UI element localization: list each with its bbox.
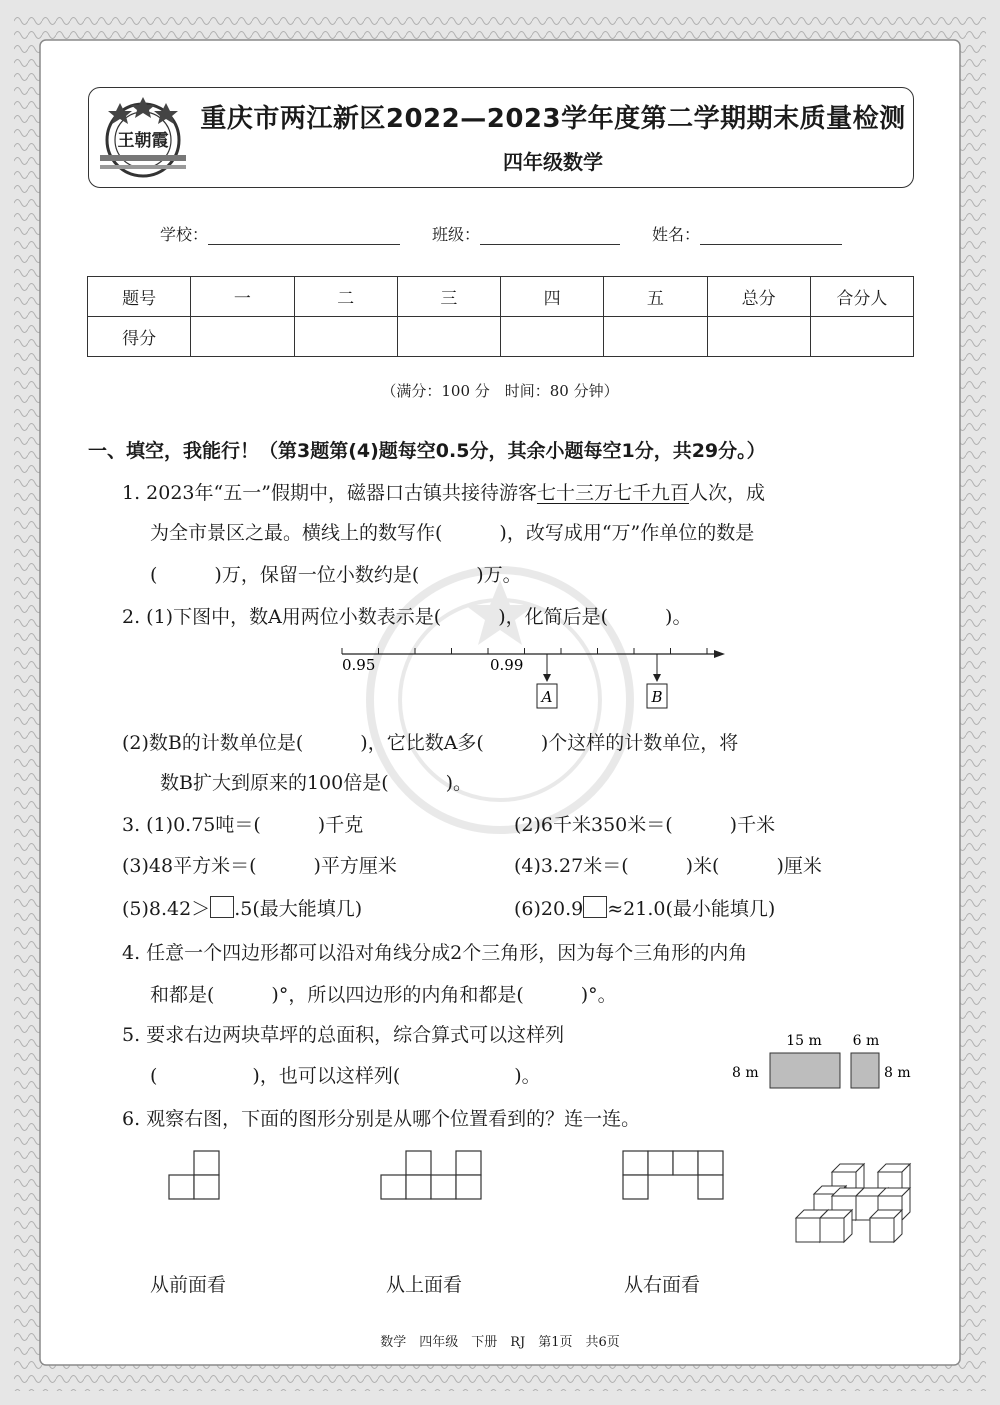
q5-line1: 5. 要求右边两块草坪的总面积，综合算式可以这样列 — [122, 1024, 565, 1046]
dim-6m: 6 m — [852, 1033, 880, 1049]
lawn-small-rect — [851, 1053, 879, 1088]
q2-line2: (2)数B的计数单位是( )，它比数A多( )个这样的计数单位，将 — [122, 732, 739, 754]
page-title: 重庆市两江新区2022—2023学年度第二学期期末质量检测 — [200, 104, 906, 134]
score-cell[interactable] — [397, 317, 500, 357]
number-line-figure — [330, 640, 730, 712]
score-header-cell: 合分人 — [810, 277, 913, 317]
score-cell[interactable] — [294, 317, 397, 357]
q4-line1: 4. 任意一个四边形都可以沿对角线分成2个三角形，因为每个三角形的内角 — [122, 942, 748, 964]
score-row — [88, 317, 914, 357]
section-heading: 一、填空，我能行！（第3题第(4)题每空0.5分，其余小题每空1分，共29分。） — [88, 440, 766, 462]
name-label: 姓名： — [652, 225, 701, 244]
q1-line3: ( )万，保留一位小数约是( )万。 — [150, 564, 522, 586]
publisher-logo — [98, 93, 188, 183]
q3-r3b-post: ≈21.0(最小能填几) — [607, 898, 776, 920]
score-header-cell: 总分 — [707, 277, 810, 317]
q3-r2b: (4)3.27米＝( )米( )厘米 — [514, 855, 822, 877]
score-header-row — [88, 277, 914, 317]
score-cell[interactable] — [191, 317, 294, 357]
exam-meta: （满分：100 分 时间：80 分钟） — [381, 382, 619, 400]
lawn-figure — [726, 1026, 926, 1096]
page-subtitle: 四年级数学 — [503, 150, 603, 174]
q3-r1b: (2)6千米350米＝( )千米 — [514, 814, 776, 836]
lawn-large-rect — [770, 1053, 840, 1088]
q2-line1: 2. (1)下图中，数A用两位小数表示是( )，化简后是( )。 — [122, 606, 692, 628]
school-input-line[interactable] — [208, 227, 400, 245]
q3-r3b-pre: (6)20.9 — [514, 898, 584, 920]
dim-8m-left: 8 m — [732, 1065, 759, 1081]
q3-r3b — [514, 896, 775, 922]
dim-15m: 15 m — [786, 1033, 822, 1049]
page-footer: 数学 四年级 下册 RJ 第1页 共6页 — [380, 1335, 620, 1350]
score-header-cell: 一 — [191, 277, 294, 317]
q6-line1: 6. 观察右图，下面的图形分别是从哪个位置看到的？连一连。 — [122, 1108, 641, 1130]
cube-stack-figure — [794, 1160, 920, 1246]
score-header-cell: 题号 — [88, 277, 191, 317]
q3-r3a — [122, 896, 362, 922]
school-label: 学校： — [160, 225, 209, 244]
q3-r2a: (3)48平方米＝( )平方厘米 — [122, 855, 397, 877]
class-label: 班级： — [432, 225, 481, 244]
score-cell[interactable] — [604, 317, 707, 357]
q2-line3: 数B扩大到原来的100倍是( )。 — [160, 772, 473, 794]
score-header-cell: 四 — [501, 277, 604, 317]
score-header-cell: 五 — [604, 277, 707, 317]
q1-line1-post: 人次，成 — [688, 482, 765, 504]
score-cell[interactable] — [707, 317, 810, 357]
q4-line2: 和都是( )°，所以四边形的内角和都是( )°。 — [150, 984, 617, 1006]
view-label-front: 从前面看 — [150, 1274, 227, 1296]
q1-underlined-number: 七十三万七千九百 — [536, 482, 689, 504]
class-field[interactable] — [432, 222, 620, 245]
dim-8m-right: 8 m — [884, 1065, 911, 1081]
class-input-line[interactable] — [480, 227, 620, 245]
q1-line1-pre: 1. 2023年“五一”假期中，磁器口古镇共接待游客 — [122, 482, 537, 504]
axis-label-left: 0.95 — [342, 656, 376, 674]
number-line-arrow — [714, 650, 725, 658]
view-label-top: 从上面看 — [386, 1274, 463, 1296]
q3-r3a-post: .5(最大能填几) — [234, 898, 363, 920]
view-top-figure — [380, 1150, 482, 1202]
pointer-b-arrow — [653, 674, 661, 682]
q1-line1 — [122, 480, 765, 506]
q1-line2: 为全市景区之最。横线上的数写作( )，改写成用“万”作单位的数是 — [150, 522, 755, 544]
axis-label-mid: 0.99 — [490, 656, 524, 674]
number-line-ticks — [342, 648, 707, 654]
answer-box[interactable] — [210, 896, 234, 918]
view-front-figure — [168, 1150, 222, 1202]
score-table — [87, 276, 914, 357]
view-label-right: 从右面看 — [624, 1274, 701, 1296]
label-b: B — [651, 688, 663, 706]
q5-line2: ( )，也可以这样列( )。 — [150, 1065, 541, 1087]
score-header-cell: 二 — [294, 277, 397, 317]
score-cell[interactable] — [810, 317, 913, 357]
score-cell[interactable] — [501, 317, 604, 357]
score-row-label: 得分 — [88, 317, 191, 357]
label-a: A — [541, 688, 553, 706]
view-right-figure — [622, 1150, 724, 1202]
school-field[interactable] — [160, 222, 400, 245]
name-field[interactable] — [652, 222, 842, 245]
score-header-cell: 三 — [397, 277, 500, 317]
name-input-line[interactable] — [700, 227, 842, 245]
logo-text: 王朝霞 — [117, 131, 169, 151]
answer-box[interactable] — [583, 896, 607, 918]
q3-r3a-pre: (5)8.42＞ — [122, 898, 211, 920]
pointer-a-arrow — [543, 674, 551, 682]
q3-r1a: 3. (1)0.75吨＝( )千克 — [122, 814, 364, 836]
